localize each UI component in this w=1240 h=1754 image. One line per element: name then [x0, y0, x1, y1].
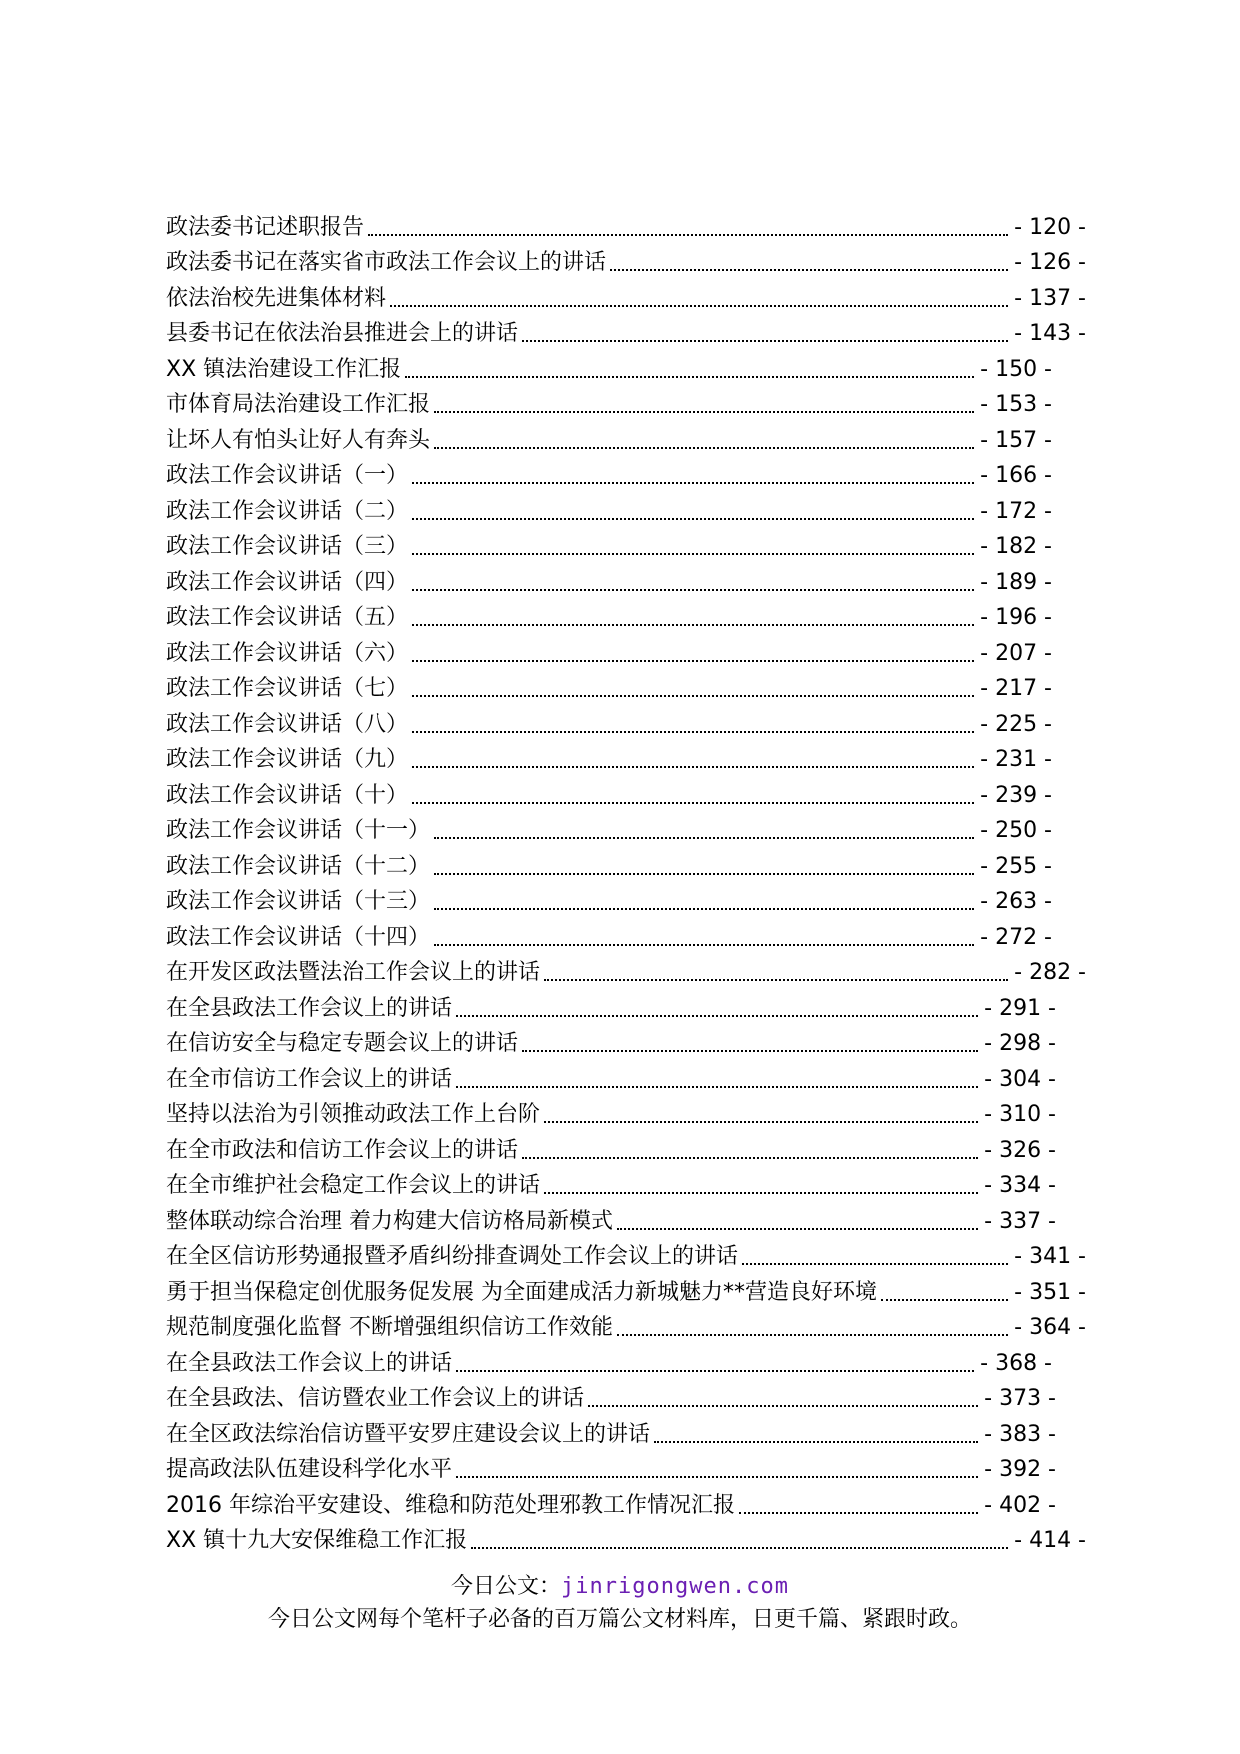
toc-leader-dots — [412, 624, 974, 626]
toc-entry[interactable] — [166, 1022, 1056, 1058]
toc-entry[interactable] — [166, 312, 1086, 348]
toc-entry-page: - 373 - — [978, 1386, 1056, 1412]
toc-entry-page: - 414 - — [1008, 1528, 1086, 1554]
toc-leader-dots — [522, 340, 1008, 342]
toc-entry-page: - 334 - — [978, 1173, 1056, 1199]
toc-entry-title: 县委书记在依法治县推进会上的讲话 — [166, 321, 522, 347]
toc-leader-dots — [742, 1263, 1008, 1265]
toc-entry-page: - 150 - — [974, 357, 1052, 383]
toc-entry[interactable] — [166, 560, 1052, 596]
toc-entry-title: 政法委书记在落实省市政法工作会议上的讲话 — [166, 250, 610, 276]
toc-entry[interactable] — [166, 1306, 1086, 1342]
toc-entry-title: XX 镇十九大安保维稳工作汇报 — [166, 1528, 471, 1554]
toc-entry-page: - 166 - — [974, 463, 1052, 489]
toc-leader-dots — [522, 1157, 978, 1159]
toc-entry[interactable] — [166, 1057, 1056, 1093]
toc-entry-page: - 126 - — [1008, 250, 1086, 276]
toc-leader-dots — [456, 1370, 974, 1372]
toc-leader-dots — [390, 305, 1008, 307]
toc-entry-title: 在全县政法工作会议上的讲话 — [166, 996, 456, 1022]
toc-entry[interactable] — [166, 880, 1052, 916]
toc-leader-dots — [434, 873, 974, 875]
toc-entry-page: - 239 - — [974, 783, 1052, 809]
toc-entry[interactable] — [166, 1270, 1086, 1306]
toc-leader-dots — [412, 802, 974, 804]
toc-entry[interactable] — [166, 631, 1052, 667]
toc-entry[interactable] — [166, 276, 1086, 312]
toc-entry-page: - 368 - — [974, 1351, 1052, 1377]
toc-entry-title: 在全市政法和信访工作会议上的讲话 — [166, 1138, 522, 1164]
toc-leader-dots — [522, 1050, 978, 1052]
toc-entry-title: 市体育局法治建设工作汇报 — [166, 392, 434, 418]
toc-entry-title: 规范制度强化监督 不断增强组织信访工作效能 — [166, 1315, 617, 1341]
toc-leader-dots — [456, 1476, 978, 1478]
toc-entry-title: 在全市信访工作会议上的讲话 — [166, 1067, 456, 1093]
toc-entry-title: 在全区信访形势通报暨矛盾纠纷排查调处工作会议上的讲话 — [166, 1244, 742, 1270]
toc-entry-page: - 157 - — [974, 428, 1052, 454]
toc-entry[interactable] — [166, 844, 1052, 880]
toc-leader-dots — [412, 766, 974, 768]
toc-entry[interactable] — [166, 915, 1052, 951]
toc-entry-page: - 172 - — [974, 499, 1052, 525]
toc-leader-dots — [368, 234, 1008, 236]
toc-entry-title: 让坏人有怕头让好人有奔头 — [166, 428, 434, 454]
footer-source — [0, 1569, 1240, 1600]
toc-entry[interactable] — [166, 809, 1052, 845]
toc-entry[interactable] — [166, 1519, 1086, 1555]
toc-entry[interactable] — [166, 205, 1086, 241]
toc-entry-page: - 310 - — [978, 1102, 1056, 1128]
toc-entry-page: - 196 - — [974, 605, 1052, 631]
toc-leader-dots — [544, 979, 1008, 981]
toc-leader-dots — [588, 1405, 978, 1407]
toc-entry-title: 政法工作会议讲话（十四） — [166, 925, 434, 951]
toc-entry[interactable] — [166, 1483, 1056, 1519]
toc-entry[interactable] — [166, 347, 1052, 383]
toc-entry-page: - 182 - — [974, 534, 1052, 560]
table-of-contents — [166, 205, 1086, 1554]
toc-entry[interactable] — [166, 1199, 1056, 1235]
toc-entry-page: - 217 - — [974, 676, 1052, 702]
toc-entry-title: 政法工作会议讲话（八） — [166, 712, 412, 738]
toc-entry[interactable] — [166, 1235, 1086, 1271]
toc-leader-dots — [405, 376, 974, 378]
toc-entry-title: 勇于担当保稳定创优服务促发展 为全面建成活力新城魅力**营造良好环境 — [166, 1280, 881, 1306]
toc-entry-page: - 282 - — [1008, 960, 1086, 986]
toc-entry-title: 政法工作会议讲话（九） — [166, 747, 412, 773]
toc-entry[interactable] — [166, 1128, 1056, 1164]
toc-entry[interactable] — [166, 596, 1052, 632]
toc-leader-dots — [412, 731, 974, 733]
toc-entry-page: - 189 - — [974, 570, 1052, 596]
toc-entry-title: 政法工作会议讲话（七） — [166, 676, 412, 702]
toc-entry-title: 政法工作会议讲话（三） — [166, 534, 412, 560]
toc-entry[interactable] — [166, 454, 1052, 490]
toc-entry[interactable] — [166, 241, 1086, 277]
toc-entry[interactable] — [166, 1093, 1056, 1129]
toc-entry-page: - 392 - — [978, 1457, 1056, 1483]
toc-entry-title: XX 镇法治建设工作汇报 — [166, 357, 405, 383]
toc-entry-title: 政法工作会议讲话（五） — [166, 605, 412, 631]
toc-entry-page: - 337 - — [978, 1209, 1056, 1235]
toc-entry-page: - 250 - — [974, 818, 1052, 844]
toc-leader-dots — [544, 1192, 978, 1194]
toc-entry-title: 坚持以法治为引领推动政法工作上台阶 — [166, 1102, 544, 1128]
toc-entry-page: - 225 - — [974, 712, 1052, 738]
toc-entry-title: 政法委书记述职报告 — [166, 215, 368, 241]
toc-entry-title: 在全县政法、信访暨农业工作会议上的讲话 — [166, 1386, 588, 1412]
toc-entry-page: - 272 - — [974, 925, 1052, 951]
toc-entry[interactable] — [166, 1412, 1056, 1448]
footer-label: 今日公文： — [451, 1574, 562, 1599]
toc-entry-page: - 351 - — [1008, 1280, 1086, 1306]
toc-entry-page: - 137 - — [1008, 286, 1086, 312]
toc-entry-title: 政法工作会议讲话（二） — [166, 499, 412, 525]
toc-leader-dots — [617, 1334, 1008, 1336]
toc-entry[interactable] — [166, 773, 1052, 809]
toc-entry-title: 政法工作会议讲话（十） — [166, 783, 412, 809]
toc-entry-page: - 298 - — [978, 1031, 1056, 1057]
toc-leader-dots — [617, 1228, 978, 1230]
toc-entry[interactable] — [166, 1164, 1056, 1200]
toc-entry-title: 整体联动综合治理 着力构建大信访格局新模式 — [166, 1209, 617, 1235]
toc-leader-dots — [654, 1441, 978, 1443]
footer-url[interactable]: jinrigongwen.com — [561, 1574, 789, 1599]
toc-entry[interactable] — [166, 738, 1052, 774]
toc-entry-title: 政法工作会议讲话（一） — [166, 463, 412, 489]
toc-entry-title: 2016 年综治平安建设、维稳和防范处理邪教工作情况汇报 — [166, 1493, 739, 1519]
toc-entry[interactable] — [166, 489, 1052, 525]
toc-entry-page: - 255 - — [974, 854, 1052, 880]
toc-entry[interactable] — [166, 383, 1052, 419]
toc-entry-page: - 143 - — [1008, 321, 1086, 347]
toc-entry[interactable] — [166, 702, 1052, 738]
toc-leader-dots — [610, 269, 1008, 271]
toc-entry-page: - 364 - — [1008, 1315, 1086, 1341]
toc-entry-title: 在全市维护社会稳定工作会议上的讲话 — [166, 1173, 544, 1199]
toc-entry-page: - 120 - — [1008, 215, 1086, 241]
toc-leader-dots — [456, 1086, 978, 1088]
toc-entry-page: - 341 - — [1008, 1244, 1086, 1270]
toc-entry-title: 政法工作会议讲话（四） — [166, 570, 412, 596]
toc-leader-dots — [456, 1015, 978, 1017]
footer-slogan: 今日公文网每个笔杆子必备的百万篇公文材料库，日更千篇、紧跟时政。 — [267, 1607, 972, 1632]
toc-entry-page: - 291 - — [978, 996, 1056, 1022]
toc-entry-page: - 402 - — [978, 1493, 1056, 1519]
toc-entry[interactable] — [166, 951, 1086, 987]
toc-entry-page: - 153 - — [974, 392, 1052, 418]
toc-entry-title: 在信访安全与稳定专题会议上的讲话 — [166, 1031, 522, 1057]
toc-entry[interactable] — [166, 667, 1052, 703]
toc-leader-dots — [471, 1547, 1008, 1549]
toc-entry[interactable] — [166, 986, 1056, 1022]
toc-leader-dots — [544, 1121, 978, 1123]
toc-entry-title: 政法工作会议讲话（六） — [166, 641, 412, 667]
toc-entry-title: 政法工作会议讲话（十三） — [166, 889, 434, 915]
toc-entry-page: - 304 - — [978, 1067, 1056, 1093]
toc-entry[interactable] — [166, 1377, 1056, 1413]
toc-leader-dots — [739, 1512, 978, 1514]
toc-leader-dots — [881, 1299, 1008, 1301]
toc-entry-page: - 263 - — [974, 889, 1052, 915]
toc-entry[interactable] — [166, 1341, 1052, 1377]
toc-entry-title: 政法工作会议讲话（十二） — [166, 854, 434, 880]
toc-leader-dots — [412, 482, 974, 484]
toc-entry-title: 依法治校先进集体材料 — [166, 286, 390, 312]
toc-entry-page: - 231 - — [974, 747, 1052, 773]
toc-entry-page: - 207 - — [974, 641, 1052, 667]
toc-entry-title: 政法工作会议讲话（十一） — [166, 818, 434, 844]
toc-entry-title: 提高政法队伍建设科学化水平 — [166, 1457, 456, 1483]
toc-leader-dots — [412, 553, 974, 555]
toc-entry[interactable] — [166, 418, 1052, 454]
toc-leader-dots — [434, 447, 974, 449]
toc-entry-page: - 326 - — [978, 1138, 1056, 1164]
toc-leader-dots — [412, 589, 974, 591]
toc-leader-dots — [412, 660, 974, 662]
toc-entry-title: 在全区政法综治信访暨平安罗庄建设会议上的讲话 — [166, 1422, 654, 1448]
toc-entry-title: 在开发区政法暨法治工作会议上的讲话 — [166, 960, 544, 986]
toc-entry-title: 在全县政法工作会议上的讲话 — [166, 1351, 456, 1377]
toc-leader-dots — [412, 518, 974, 520]
toc-entry-page: - 383 - — [978, 1422, 1056, 1448]
toc-leader-dots — [434, 908, 974, 910]
toc-leader-dots — [412, 695, 974, 697]
toc-leader-dots — [434, 837, 974, 839]
toc-entry[interactable] — [166, 1448, 1056, 1484]
toc-leader-dots — [434, 411, 974, 413]
toc-leader-dots — [434, 944, 974, 946]
toc-entry[interactable] — [166, 525, 1052, 561]
